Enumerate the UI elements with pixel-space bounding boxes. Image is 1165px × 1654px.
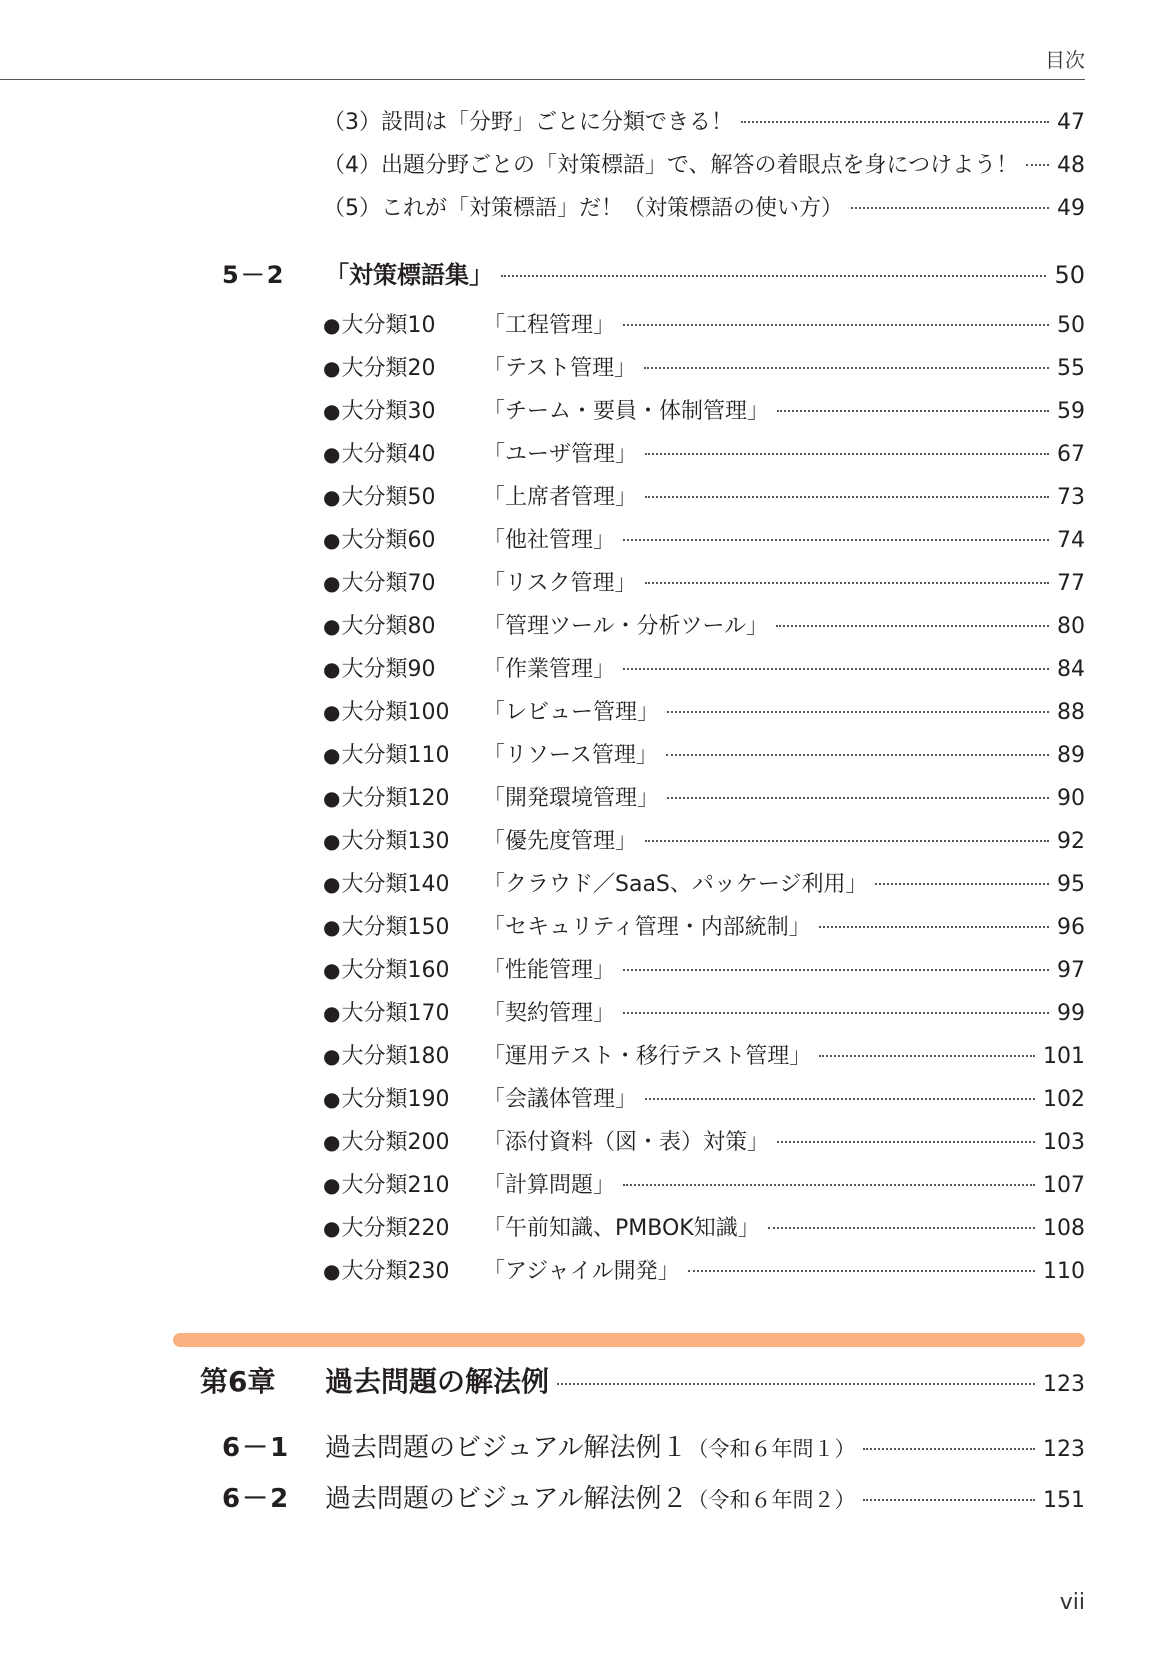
bullet-icon: ● — [323, 1259, 341, 1283]
toc-page: 123 — [1043, 1372, 1085, 1397]
leader-dots — [863, 1448, 1035, 1450]
leader-dots — [645, 840, 1049, 842]
toc-category-120[interactable] — [323, 783, 1085, 814]
bullet-icon: ● — [323, 915, 341, 939]
toc-page: 101 — [1043, 1044, 1085, 1069]
bullet-icon: ● — [323, 614, 341, 638]
toc-page: 49 — [1057, 196, 1085, 221]
leader-dots — [777, 1141, 1035, 1143]
toc-category-90[interactable] — [323, 654, 1085, 685]
toc-page: 123 — [1043, 1437, 1085, 1462]
category-code: 大分類200 — [341, 1130, 450, 1155]
toc-page: 50 — [1057, 313, 1085, 338]
leader-dots — [863, 1499, 1035, 1501]
category-code: 大分類230 — [341, 1259, 450, 1284]
category-title: 「クラウド／SaaS、パッケージ利用」 — [483, 872, 868, 897]
category-title: 「会議体管理」 — [483, 1087, 638, 1112]
leader-dots — [645, 1098, 1035, 1100]
toc-section-6-1[interactable] — [222, 1430, 1085, 1468]
leader-dots — [645, 453, 1049, 455]
leader-dots — [666, 754, 1049, 756]
category-code: 大分類90 — [341, 657, 436, 682]
section-number: 6－2 — [222, 1484, 291, 1514]
toc-page: 77 — [1057, 571, 1085, 596]
category-title: 「チーム・要員・体制管理」 — [483, 399, 770, 424]
toc-page: 74 — [1057, 528, 1085, 553]
toc-category-20[interactable] — [323, 353, 1085, 384]
category-title: 「テスト管理」 — [483, 356, 637, 381]
leader-dots — [623, 668, 1049, 670]
category-code: 大分類110 — [341, 743, 450, 768]
leader-dots — [557, 1383, 1035, 1385]
toc-page: 107 — [1043, 1173, 1085, 1198]
leader-dots — [645, 496, 1049, 498]
toc-page: 89 — [1057, 743, 1085, 768]
category-code: 大分類220 — [341, 1216, 450, 1241]
toc-page: 110 — [1043, 1259, 1085, 1284]
category-title: 「管理ツール・分析ツール」 — [483, 614, 769, 639]
leader-dots — [776, 625, 1049, 627]
bullet-icon: ● — [323, 1216, 341, 1240]
category-code: 大分類160 — [341, 958, 450, 983]
section-title: 過去問題のビジュアル解法例１ — [325, 1433, 688, 1463]
category-code: 大分類210 — [341, 1173, 450, 1198]
category-title: 「リソース管理」 — [483, 743, 658, 768]
toc-category-230[interactable] — [323, 1256, 1085, 1287]
leader-dots — [667, 797, 1049, 799]
toc-page: 88 — [1057, 700, 1085, 725]
category-title: 「開発環境管理」 — [483, 786, 660, 811]
toc-subsection-3[interactable] — [323, 108, 1085, 138]
footer-page-number: vii — [1059, 1590, 1085, 1615]
toc-label: （3）設問は「分野」ごとに分類できる！ — [323, 110, 733, 135]
toc-page: 95 — [1057, 872, 1085, 897]
leader-dots — [777, 410, 1049, 412]
category-title: 「上席者管理」 — [483, 485, 638, 510]
toc-page: 84 — [1057, 657, 1085, 682]
toc-page: 92 — [1057, 829, 1085, 854]
category-title: 「性能管理」 — [483, 958, 616, 983]
leader-dots — [1026, 164, 1049, 166]
chapter-number: 第6章 — [200, 1365, 276, 1398]
category-title: 「アジャイル開発」 — [483, 1259, 680, 1284]
leader-dots — [741, 121, 1049, 123]
toc-page: 103 — [1043, 1130, 1085, 1155]
toc-category-50[interactable] — [323, 482, 1085, 513]
toc-label: （4）出題分野ごとの「対策標語」で、解答の着眼点を身につけよう！ — [323, 153, 1019, 178]
toc-category-140[interactable] — [323, 869, 1085, 900]
toc-category-10[interactable] — [323, 310, 1085, 341]
bullet-icon: ● — [323, 829, 341, 853]
category-title: 「運用テスト・移行テスト管理」 — [483, 1044, 812, 1069]
toc-chapter-6[interactable] — [200, 1362, 1085, 1405]
bullet-icon: ● — [323, 958, 341, 982]
toc-category-130[interactable] — [323, 826, 1085, 857]
leader-dots — [768, 1227, 1035, 1229]
bullet-icon: ● — [323, 399, 341, 423]
bullet-icon: ● — [323, 442, 341, 466]
toc-page: 97 — [1057, 958, 1085, 983]
leader-dots — [644, 367, 1049, 369]
toc-category-70[interactable] — [323, 568, 1085, 599]
bullet-icon: ● — [323, 700, 341, 724]
toc-subsection-5[interactable] — [323, 194, 1085, 224]
toc-page: 90 — [1057, 786, 1085, 811]
leader-dots — [623, 539, 1049, 541]
category-code: 大分類150 — [341, 915, 450, 940]
leader-dots — [623, 1012, 1049, 1014]
category-code: 大分類140 — [341, 872, 450, 897]
category-code: 大分類180 — [341, 1044, 450, 1069]
toc-section-6-2[interactable] — [222, 1481, 1085, 1519]
category-title: 「他社管理」 — [483, 528, 616, 553]
toc-section-5-2[interactable] — [222, 260, 1085, 290]
toc-category-110[interactable] — [323, 740, 1085, 771]
leader-dots — [819, 1055, 1035, 1057]
toc-category-190[interactable] — [323, 1084, 1085, 1115]
toc-page: 50 — [1054, 261, 1085, 289]
bullet-icon: ● — [323, 657, 341, 681]
category-code: 大分類40 — [341, 442, 436, 467]
toc-category-30[interactable] — [323, 396, 1085, 427]
bullet-icon: ● — [323, 485, 341, 509]
bullet-icon: ● — [323, 743, 341, 767]
category-code: 大分類120 — [341, 786, 450, 811]
bullet-icon: ● — [323, 1044, 341, 1068]
toc-page: 99 — [1057, 1001, 1085, 1026]
bullet-icon: ● — [323, 786, 341, 810]
leader-dots — [623, 324, 1049, 326]
leader-dots — [851, 207, 1049, 209]
bullet-icon: ● — [323, 356, 341, 380]
category-title: 「契約管理」 — [483, 1001, 616, 1026]
category-title: 「工程管理」 — [483, 313, 616, 338]
category-code: 大分類20 — [341, 356, 436, 381]
bullet-icon: ● — [323, 313, 341, 337]
header-rule — [0, 79, 1085, 80]
header-label: 目次 — [1045, 48, 1085, 72]
category-code: 大分類50 — [341, 485, 436, 510]
bullet-icon: ● — [323, 528, 341, 552]
toc-page: 96 — [1057, 915, 1085, 940]
bullet-icon: ● — [323, 872, 341, 896]
leader-dots — [623, 1184, 1035, 1186]
category-title: 「添付資料（図・表）対策」 — [483, 1130, 770, 1155]
category-code: 大分類60 — [341, 528, 436, 553]
toc-category-220[interactable] — [323, 1213, 1085, 1244]
toc-subsection-4[interactable] — [323, 151, 1085, 181]
leader-dots — [688, 1270, 1035, 1272]
leader-dots — [501, 275, 1046, 277]
toc-page: 102 — [1043, 1087, 1085, 1112]
toc-page: 59 — [1057, 399, 1085, 424]
toc-category-100[interactable] — [323, 697, 1085, 728]
toc-page: 73 — [1057, 485, 1085, 510]
toc-category-150[interactable] — [323, 912, 1085, 943]
toc-page: 80 — [1057, 614, 1085, 639]
section-note: （令和６年問２） — [687, 1488, 856, 1512]
category-code: 大分類130 — [341, 829, 450, 854]
toc-page: 151 — [1043, 1488, 1085, 1513]
section-title: 過去問題のビジュアル解法例２ — [325, 1484, 688, 1514]
section-number: 6－1 — [222, 1433, 291, 1463]
toc-page: 47 — [1057, 110, 1085, 135]
toc-category-210[interactable] — [323, 1170, 1085, 1201]
category-code: 大分類70 — [341, 571, 436, 596]
toc-page: 48 — [1057, 153, 1085, 178]
bullet-icon: ● — [323, 1087, 341, 1111]
toc-category-170[interactable] — [323, 998, 1085, 1029]
category-title: 「レビュー管理」 — [483, 700, 660, 725]
toc-page: 55 — [1057, 356, 1085, 381]
section-number: 5－2 — [222, 261, 286, 289]
category-code: 大分類100 — [341, 700, 450, 725]
category-code: 大分類10 — [341, 313, 436, 338]
bullet-icon: ● — [323, 1173, 341, 1197]
leader-dots — [645, 582, 1049, 584]
bullet-icon: ● — [323, 1001, 341, 1025]
leader-dots — [819, 926, 1049, 928]
toc-category-80[interactable] — [323, 611, 1085, 642]
chapter-divider-bar — [173, 1333, 1085, 1347]
category-title: 「午前知識、PMBOK知識」 — [483, 1216, 760, 1241]
toc-category-200[interactable] — [323, 1127, 1085, 1158]
category-title: 「優先度管理」 — [483, 829, 638, 854]
category-title: 「リスク管理」 — [483, 571, 637, 596]
toc-label: （5）これが「対策標語」だ！（対策標語の使い方） — [323, 196, 843, 221]
section-title: 「対策標語集」 — [325, 261, 493, 289]
category-code: 大分類80 — [341, 614, 436, 639]
bullet-icon: ● — [323, 571, 341, 595]
leader-dots — [667, 711, 1049, 713]
category-title: 「ユーザ管理」 — [483, 442, 638, 467]
toc-page: 67 — [1057, 442, 1085, 467]
category-code: 大分類170 — [341, 1001, 450, 1026]
toc-category-160[interactable] — [323, 955, 1085, 986]
chapter-title: 過去問題の解法例 — [325, 1365, 550, 1398]
category-code: 大分類190 — [341, 1087, 450, 1112]
category-title: 「作業管理」 — [483, 657, 616, 682]
leader-dots — [623, 969, 1049, 971]
toc-page: 108 — [1043, 1216, 1085, 1241]
category-title: 「計算問題」 — [483, 1173, 616, 1198]
toc-category-40[interactable] — [323, 439, 1085, 470]
toc-category-180[interactable] — [323, 1041, 1085, 1072]
bullet-icon: ● — [323, 1130, 341, 1154]
category-title: 「セキュリティ管理・内部統制」 — [483, 915, 811, 940]
toc-category-60[interactable] — [323, 525, 1085, 556]
leader-dots — [875, 883, 1049, 885]
section-note: （令和６年問１） — [687, 1437, 856, 1461]
category-code: 大分類30 — [341, 399, 436, 424]
